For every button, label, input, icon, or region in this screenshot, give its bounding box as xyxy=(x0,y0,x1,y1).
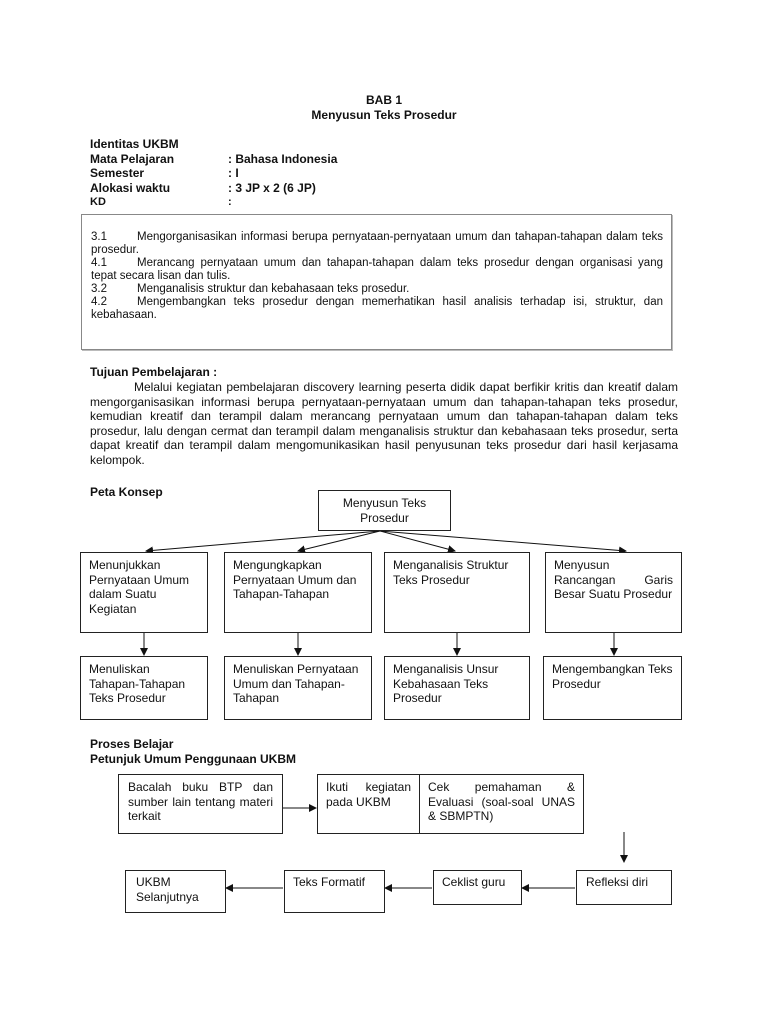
concept-node: Menganalisis Unsur Kebahasaan Teks Prosedur xyxy=(384,656,530,720)
chapter-label: BAB 1 xyxy=(365,93,402,107)
kd-number: 4.1 xyxy=(91,257,107,269)
identity-value: : 3 JP x 2 (6 JP) xyxy=(228,180,316,195)
kd-number: 4.2 xyxy=(91,296,107,308)
concept-node: Menunjukkan Pernyataan Umum dalam Suatu Kegiatan xyxy=(80,552,208,633)
identity-label: Semester xyxy=(90,166,145,180)
concept-node: Menuliskan Tahapan-Tahapan Teks Prosedur xyxy=(80,656,208,720)
concept-node: Menganalisis Struktur Teks Prosedur xyxy=(384,552,530,633)
concept-node: Mengungkapkan Pernyataan Umum dan Tahapan-Tahapan xyxy=(224,552,372,633)
concept-node: Mengembangkan Teks Prosedur xyxy=(543,656,682,720)
identity-heading: Identitas UKBM xyxy=(90,137,179,151)
connector-arrow xyxy=(146,531,380,551)
kd-text: Menganalisis struktur dan kebahasaan teks prosedur. xyxy=(137,283,410,295)
petunjuk-heading: Petunjuk Umum Penggunaan UKBM xyxy=(90,752,297,766)
kd-text: Mengorganisasikan informasi berupa pernyataan-pernyataan umum dan tahapan-tahapan dalam teks prosedur. xyxy=(91,231,663,256)
flow-step: Cek pemahaman & Evaluasi (soal-soal UNAS & SBMPTN) xyxy=(419,774,584,834)
identity-label: Mata Pelajaran xyxy=(90,151,175,166)
concept-node: Menyusun Rancangan Garis Besar Suatu Prosedur xyxy=(545,552,682,633)
tujuan-body: Melalui kegiatan pembelajaran discovery learning peserta didik dapat berfikir kritis dan kreatif dalam mengorganisasikan informasi berupa pernyataan-pernyataan umum dan tahapan-tahapan teks prosedur, kemudian kreatif dan terampil dalam merancang pernyataan umum dan tahapan-tahapan dalam teks prosedur, lalu dengan cermat dan terampil dalam menganalisis struktur dan kebahasaan teks prosedur, serta dapat kreatif dan terampil dalam mengomunikasikan hasil penyusunan teks prosedur dari hasil kerjasama kelompok. xyxy=(90,380,678,467)
flow-step: Ikuti kegiatan pada UKBM xyxy=(317,774,420,834)
concept-root: Menyusun Teks Prosedur xyxy=(318,490,451,531)
identity-value: : Bahasa Indonesia xyxy=(228,151,338,166)
page-title: Menyusun Teks Prosedur xyxy=(311,108,457,122)
flow-step: Refleksi diri xyxy=(576,870,672,905)
identity-label: Alokasi waktu xyxy=(90,180,171,195)
flow-step: Ceklist guru xyxy=(433,870,522,905)
identity-value: : I xyxy=(228,166,239,180)
tujuan-heading: Tujuan Pembelajaran : xyxy=(90,365,218,379)
kd-text: Merancang pernyataan umum dan tahapan-tahapan dalam teks prosedur dengan organisasi yang tepat secara lisan dan tulis. xyxy=(91,257,663,282)
flow-step: Teks Formatif xyxy=(284,870,385,913)
concept-node: Menuliskan Pernyataan Umum dan Tahapan-Tahapan xyxy=(224,656,372,720)
flow-step: Bacalah buku BTP dan sumber lain tentang materi terkait xyxy=(118,774,283,834)
proses-heading: Proses Belajar xyxy=(90,737,174,751)
identity-label: KD xyxy=(90,196,106,208)
kd-number: 3.2 xyxy=(91,283,107,295)
connector-arrow xyxy=(298,531,380,551)
identity-value: : xyxy=(228,196,232,208)
kd-text: Mengembangkan teks prosedur dengan memerhatikan hasil analisis terhadap isi, struktur, dan kebahasaan. xyxy=(91,296,663,321)
flow-step: UKBM Selanjutnya xyxy=(125,870,226,913)
peta-heading: Peta Konsep xyxy=(90,485,163,499)
kd-number: 3.1 xyxy=(91,231,107,243)
